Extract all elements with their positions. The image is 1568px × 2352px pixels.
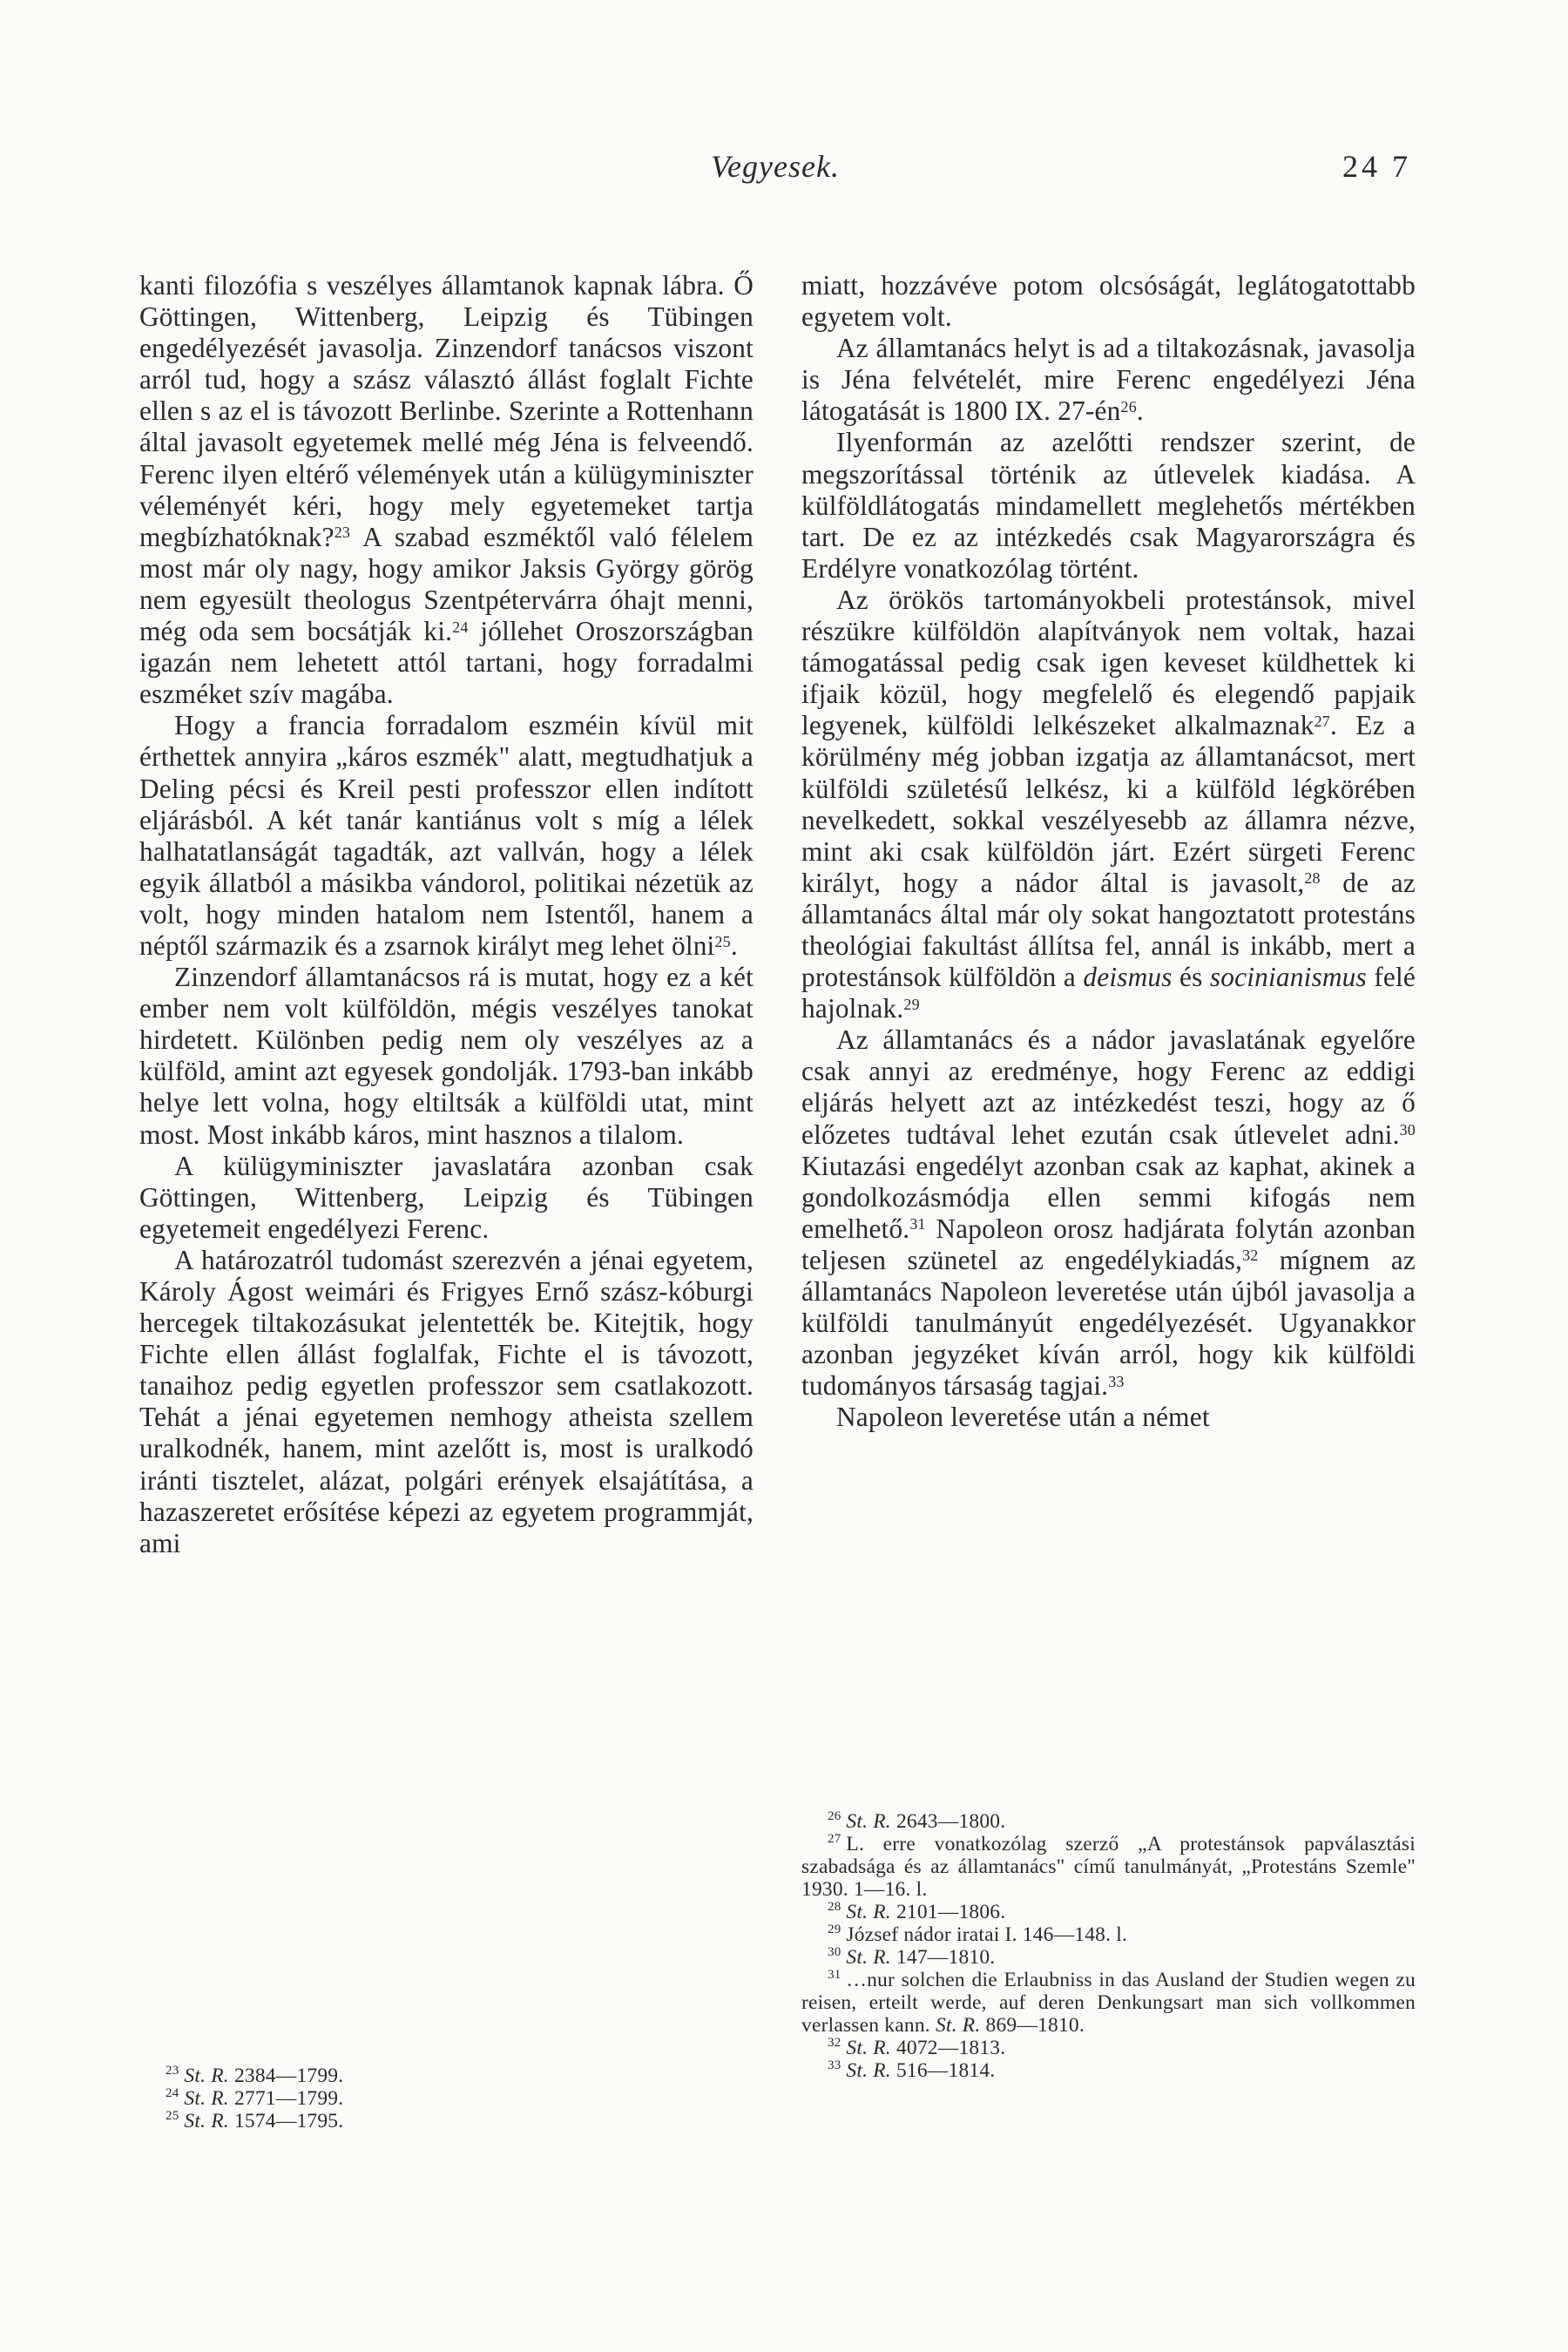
paragraph: Hogy a francia forradalom eszméin kívül mit érthettek annyira „káros eszmék" alatt, megtudhatjuk a Deling pécsi és Kreil pesti professzor ellen indított eljárásból. A két tanár kantiánus volt s míg a lélek halhatatlanságát tagadták, azt vallván, hogy a lélek egyik állatból a másikba vándorol, politikai nézetük az volt, hogy minden hatalom nem Istentől, hanem a néptől származik és a zsarnok királyt meg lehet ölni$^{25}$. — [139, 710, 754, 961]
footnote: $^{24}$ St. R. 2771—1799. — [166, 2086, 344, 2110]
footnote-ref: 27 — [1314, 712, 1330, 730]
left-footnotes — [139, 2065, 754, 2132]
right-footnotes — [801, 1810, 1416, 2082]
footnote: $^{26}$ St. R. 2643—1800. — [828, 1809, 1006, 1833]
italic-term: socinianismus — [1209, 962, 1367, 993]
footnote: $^{29}$ József nádor iratai I. 146—148. l. — [828, 1923, 1128, 1946]
page-number: 24 7 — [1342, 149, 1411, 184]
footnote-ref: 28 — [1304, 869, 1321, 888]
right-column — [801, 270, 1416, 1433]
paragraph: kanti filozófia s veszélyes államtanok kapnak lábra. Ő Göttingen, Wittenberg, Leipzig és Tübingen engedélyezését javasolja. Zinzendorf tanácsos viszont arról tud, hogy a szász választó állást foglalt Fichte ellen s az el is távozott Berlinbe. Szerinte a Rottenhann által javasolt egyetemek mellé még Jéna is felveendő. Ferenc ilyen eltérő vélemények után a külügyminiszter véleményét kéri, hogy mely egyetemeket tartja megbízhatóknak?$^{23}$ A szabad eszméktől való félelem most már oly nagy, hogy amikor Jaksis György görög nem egyesült theologus Szentpétervárra óhajt menni, még oda sem bocsátják ki.$^{24}$ jóllehet Oroszországban igazán nem lehetett attól tartani, hogy forradalmi eszméket szív magába. — [139, 270, 754, 710]
paragraph: A külügyminiszter javaslatára azonban csak Göttingen, Wittenberg, Leipzig és Tübingen egyetemeit engedélyezi Ferenc. — [139, 1150, 754, 1244]
footnote: $^{32}$ St. R. 4072—1813. — [828, 2036, 1006, 2059]
running-head — [139, 148, 1411, 192]
paragraph: Az államtanács és a nádor javaslatának egyelőre csak annyi az eredménye, hogy Ferenc az eddigi eljárás helyett azt az intézkedést teszi, hogy az ő előzetes tudtával lehet ezután csak útlevelet adni.$^{30}$ Kiutazási engedélyt azonban csak az kaphat, akinek a gondolkozásmódja ellen semmi kifogás nem emelhető.$^{31}$ Napoleon orosz hadjárata folytán azonban teljesen szünetel az engedélykiadás,$^{32}$ mígnem az államtanács Napoleon leveretése után újból javasolja a külföldi tanulmányút engedélyezését. Ugyanakkor azonban jegyzéket kíván arról, hogy kik külföldi tudományos társaság tagjai.$^{33}$ — [801, 1024, 1416, 1402]
footnote-ref: 23 — [334, 524, 351, 542]
paragraph: Az államtanács helyt is ad a tiltakozásnak, javasolja is Jéna felvételét, mire Ferenc engedélyezi Jéna látogatását is 1800 IX. $27-én^{26}$. — [801, 333, 1416, 427]
italic-term: deismus — [1083, 962, 1173, 993]
footnote: $^{27}$ L. erre vonatkozólag szerző „A protestánsok papválasztási szabadsága és az államtanács" című tanulmányát, „Protestáns Szemle" 1930. 1—16. l. — [801, 1832, 1416, 1901]
paragraph: Az örökös tartományokbeli protestánsok, mivel részükre külföldön alapítványok nem voltak, hazai támogatással pedig csak igen keveset küldhettek ki ifjaik közül, hogy megfelelő és elegendő papjaik legyenek, külföldi lelkészeket alkalmaznak$^{27}$. Ez a körülmény még jobban izgatja az államtanácsot, mert külföldi születésű lelkész, ki a külföld légkörében nevelkedett, sokkal veszélyesebb az államra nézve, mint aki csak külföldön járt. Ezért sürgeti Ferenc királyt, hogy a nádor által is javasolt,$^{28}$ de az államtanács által már oly sokat hangoztatott protestáns theológiai fakultást állítsa fel, annál is inkább, mert a protestánsok külföldön a deismus és socinianismus felé hajolnak.$^{29}$ — [801, 584, 1416, 1024]
paragraph: Ilyenformán az azelőtti rendszer szerint, de megszorítással történik az útlevelek kiadása. A külföldlátogatás mindamellett meglehetős mértékben tart. De ez az intézkedés csak Magyarországra és Erdélyre vonatkozólag történt. — [801, 427, 1416, 584]
footnote-ref: 30 — [1399, 1121, 1416, 1139]
footnote-ref: 26 — [1120, 397, 1137, 416]
footnote-ref: 31 — [909, 1215, 926, 1233]
paragraph: Zinzendorf államtanácsos rá is mutat, hogy ez a két ember nem volt külföldön, mégis veszélyes tanokat hirdetett. Különben pedig nem oly veszélyes az a külföld, amint azt egyesek gondolják. 1793-ban inkább helye lett volna, hogy eltiltsák a külföldi utat, mint most. Most inkább káros, mint hasznos a tilalom. — [139, 962, 754, 1150]
paragraph: A határozatról tudomást szerezvén a jénai egyetem, Károly Ágost weimári és Frigyes Ernő szász-kóburgi hercegek tiltakozásukat jelentették be. Kitejtik, hogy Fichte ellen állást foglalfak, Fichte el is távozott, tanaihoz pedig egyetlen professzor sem csatlakozott. Tehát a jénai egyetemen nemhogy atheista szellem uralkodnék, hanem, mint azelőtt is, most is uralkodó iránti tisztelet, alázat, polgári erények elsajátítása, a hazaszeretet erősítése képezi az egyetem programmját, ami — [139, 1244, 754, 1558]
running-title: Vegyesek. — [711, 149, 840, 184]
footnote-ref: 24 — [452, 618, 469, 636]
footnote-ref: 33 — [1108, 1372, 1125, 1390]
footnote: $^{30}$ St. R. 147—1810. — [828, 1945, 996, 1969]
paragraph: miatt, hozzávéve potom olcsóságát, leglátogatottabb egyetem volt. — [801, 270, 1416, 333]
left-column — [139, 270, 754, 1559]
footnote-ref: 29 — [903, 995, 920, 1013]
footnote-ref: 32 — [1242, 1247, 1259, 1265]
footnote: $^{28}$ St. R. 2101—1806. — [828, 1900, 1006, 1923]
footnote: $^{25}$ St. R. 1574—1795. — [166, 2109, 344, 2132]
footnote-ref: 25 — [714, 932, 731, 950]
footnote: $^{33}$ St. R. 516—1814. — [828, 2058, 996, 2082]
footnote: $^{23}$ St. R. 2384—1799. — [166, 2064, 344, 2087]
footnote: $^{31}$ …nur solchen die Erlaubniss in das Ausland der Studien wegen zu reisen, erteilt werde, auf deren Denkungsart man sich vollkommen verlassen kann. St. R. 869—1810. — [801, 1968, 1416, 2037]
paragraph: Napoleon leveretése után a német — [836, 1402, 1210, 1433]
